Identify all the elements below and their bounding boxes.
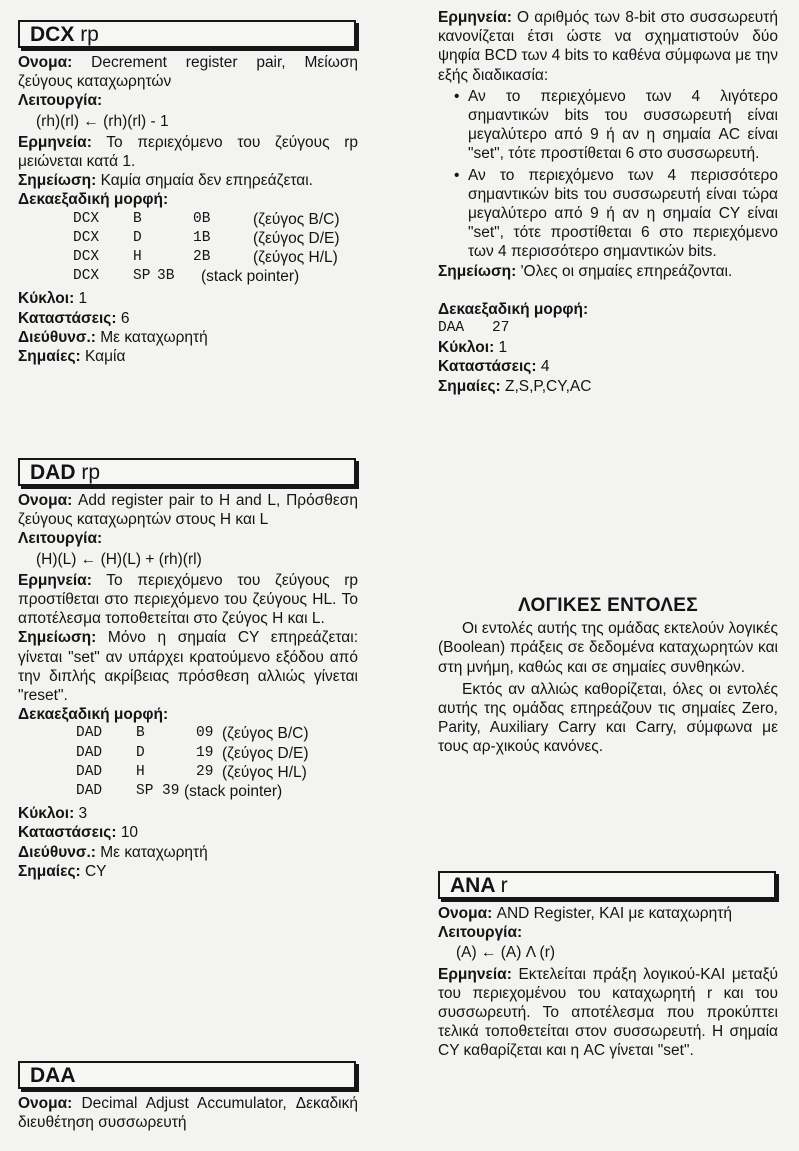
code-row	[73, 267, 358, 286]
code-ins: DAD	[76, 744, 103, 761]
logic-para-2: Εκτός αν αλλιώς καθορίζεται, όλες οι εντολές αυτής της ομάδας επηρεάζουν τις σημαίες Zero, Parity, Auxiliary Carry και Carry, σύμφωνα με τους αρ-χικούς κανόνες.	[438, 680, 778, 756]
dad-hex-label	[18, 705, 358, 724]
dcx-name-text: Decrement register pair, Μείωση ζεύγους καταχωρητών	[18, 54, 359, 91]
dad-name	[18, 491, 358, 529]
dad-note-label: Σημείωση:	[18, 629, 97, 647]
dcx-note-text: Καμία σημαία δεν επηρεάζεται.	[100, 172, 313, 190]
dcx-header	[18, 20, 356, 48]
code-reg: SP	[133, 268, 151, 285]
dad-flags-value: CY	[84, 862, 107, 880]
dcx-name-label: Ονομα:	[18, 54, 73, 71]
logic-heading: ΛΟΓΙΚΕΣ ΕΝΤΟΛΕΣ	[518, 595, 698, 616]
code-reg: D	[133, 229, 142, 246]
ana-header	[438, 871, 776, 899]
dcx-interp	[18, 133, 358, 171]
daa-note	[438, 262, 778, 281]
daa-section-start	[18, 1061, 358, 1132]
code-reg: D	[136, 744, 145, 761]
dad-name-text: Add register pair to H and L, Πρόσθεση ζεύγους καταχωρητών στους H και L	[18, 492, 358, 529]
dad-note	[18, 628, 358, 705]
dad-section	[18, 458, 358, 881]
dcx-addr-value: Με καταχωρητή	[100, 328, 208, 346]
ana-name-text: AND Register, ΚΑΙ με καταχωρητή	[496, 905, 732, 922]
daa-flags-value: Z,S,P,CY,AC	[504, 377, 592, 395]
ana-interp	[438, 965, 778, 1061]
daa-note-label: Σημείωση:	[438, 262, 517, 280]
ana-op-text: (A) ← (A) Λ (r)	[456, 944, 556, 962]
dcx-name	[18, 53, 358, 91]
code-hex: 29	[196, 763, 214, 780]
code-ins: DAD	[76, 725, 103, 742]
daa-bullet-2-text: Αν το περιεχόμενο των 4 περισσότερο σημαντικών bits του συσσωρευτή είναι τώρα μεγαλύτερο από 9 ή αν η σημαία CY είναι "set", τότε προστίθεται 6 στο περιεχόμενο των 4 περισσότερο σημαντικών bits.	[468, 166, 778, 261]
code-ins: DCX	[73, 249, 100, 266]
dad-interp-label: Ερμηνεία:	[18, 571, 92, 589]
dcx-states	[18, 309, 358, 328]
dad-hex-label-text: Δεκαεξαδική μορφή:	[18, 706, 169, 724]
code-hex: 1B	[193, 229, 211, 246]
dad-op-label-text: Λειτουργία:	[18, 530, 103, 548]
code-row	[76, 763, 358, 782]
code-comment: (ζεύγος B/C)	[222, 725, 309, 743]
dad-code-table	[18, 724, 358, 801]
dad-note-text: Μόνο η σημαία CY επηρεάζεται: γίνεται "set" αν υπάρχει κρατούμενο εξόδου από την διπλής ακρίβειας πρόσθεση αλλιώς γίνεται "reset".	[18, 629, 358, 705]
code-ins: DAD	[76, 763, 103, 780]
code-comment: (ζεύγος D/E)	[253, 229, 340, 247]
dad-addr-value: Με καταχωρητή	[100, 843, 208, 861]
dad-flags-label: Σημαίες:	[18, 862, 81, 880]
dcx-hex-label-text: Δεκαεξαδική μορφή:	[18, 191, 169, 209]
dad-flags	[18, 862, 358, 881]
code-hex: 0B	[193, 210, 211, 227]
daa-header	[18, 1061, 356, 1089]
dad-header	[18, 458, 356, 486]
daa-cycles	[438, 338, 778, 357]
ana-interp-label: Ερμηνεία:	[438, 965, 512, 983]
ana-mnemonic: ANA	[450, 874, 495, 897]
dcx-op-label	[18, 91, 358, 110]
daa-bullet-1	[438, 87, 778, 164]
dcx-code-table	[18, 210, 358, 287]
daa-cycles-label: Κύκλοι:	[438, 339, 495, 357]
daa-mnemonic: DAA	[30, 1064, 76, 1087]
daa-cycles-value: 1	[498, 339, 508, 357]
daa-note-text: 'Ολες οι σημαίες επηρεάζονται.	[520, 262, 733, 280]
daa-section-cont	[438, 8, 778, 396]
code-reg: SP	[136, 783, 154, 800]
code-comment: (ζεύγος D/E)	[222, 744, 309, 762]
logic-para-1: Οι εντολές αυτής της ομάδας εκτελούν λογικές (Boolean) πράξεις σε δεδομένα καταχωρητών και στη μνήμη, καθώς και σε σημαίες συνθηκών.	[438, 620, 778, 676]
code-reg: H	[133, 249, 142, 266]
code-comment: (stack pointer)	[201, 268, 300, 286]
daa-states	[438, 357, 778, 376]
code-ins: DAA	[438, 320, 465, 337]
ana-op-label	[438, 923, 778, 942]
code-row	[73, 229, 358, 248]
daa-flags-label: Σημαίες:	[438, 377, 501, 395]
dad-cycles-value: 3	[78, 805, 88, 823]
dcx-operand: rp	[80, 23, 99, 46]
dad-states-value: 10	[120, 824, 139, 842]
code-row	[76, 782, 358, 801]
dad-states-label: Καταστάσεις:	[18, 824, 117, 842]
dcx-flags	[18, 347, 358, 366]
code-reg: B	[133, 210, 142, 227]
code-ins: DCX	[73, 210, 100, 227]
daa-flags	[438, 377, 778, 396]
code-ins: DCX	[73, 268, 100, 285]
daa-hex-label-text: Δεκαεξαδική μορφή:	[438, 300, 589, 318]
bullet-icon: •	[454, 87, 460, 105]
code-hex: 19	[196, 744, 214, 761]
daa-name-text: Decimal Adjust Accumulator, Δεκαδική διευθέτηση συσσωρευτή	[18, 1095, 358, 1132]
daa-name-label: Ονομα:	[18, 1095, 73, 1112]
dcx-flags-label: Σημαίες:	[18, 348, 81, 366]
dad-interp	[18, 571, 358, 629]
code-row	[73, 248, 358, 267]
dad-addr-label: Διεύθυνσ.:	[18, 843, 96, 861]
dcx-interp-text: Το περιεχόμενο του ζεύγους rp μειώνεται κατά 1.	[18, 133, 358, 171]
dcx-addr-label: Διεύθυνσ.:	[18, 328, 96, 346]
dcx-states-label: Καταστάσεις:	[18, 309, 117, 327]
code-hex: 09	[196, 725, 214, 742]
dcx-op-text: (rh)(rl) ← (rh)(rl) - 1	[36, 112, 169, 130]
code-row	[73, 210, 358, 229]
dad-op-label	[18, 529, 358, 548]
dad-mnemonic: DAD	[30, 461, 76, 484]
daa-code-row	[438, 319, 778, 338]
logic-section	[438, 596, 778, 757]
ana-interp-text: Εκτελείται πράξη λογικού-ΚΑΙ μεταξύ του περιεχομένου του καταχωρητή r και του συσσωρευτή. Το αποτέλεσμα που προκύπτει τελικά τοποθετείται στον συσσωρευτή. Η σημαία CY καθαρίζεται και η AC γίνεται "set".	[438, 965, 778, 1060]
code-reg: B	[136, 725, 145, 742]
daa-bullet-1-text: Αν το περιεχόμενο των 4 λιγότερο σημαντικών bits του συσσωρευτή είναι μεγαλύτερο από 9 ή αν η σημαία AC είναι "set", τότε προστίθεται 6 στο συσσωρευτή.	[468, 87, 778, 163]
dad-name-label: Ονομα:	[18, 492, 73, 509]
code-ins: DCX	[73, 229, 100, 246]
dad-cycles	[18, 804, 358, 823]
daa-interp-text: Ο αριθμός των 8-bit στο συσσωρευτή κανονίζεται έτσι ώστε να σχηματιστούν δύο ψηφία BCD των 4 bits το καθένα σύμφωνα με την εξής διαδικασία:	[438, 9, 778, 84]
dad-addr	[18, 843, 358, 862]
code-reg: H	[136, 763, 145, 780]
dcx-cycles-label: Κύκλοι:	[18, 290, 75, 308]
dcx-cycles-value: 1	[78, 290, 88, 308]
code-comment: (stack pointer)	[184, 783, 283, 801]
dad-op-text: (H)(L) ← (H)(L) + (rh)(rl)	[36, 550, 202, 568]
dcx-note-label: Σημείωση:	[18, 172, 97, 190]
dcx-op-label-text: Λειτουργία:	[18, 92, 103, 110]
ana-op-label-text: Λειτουργία:	[438, 924, 523, 942]
dcx-interp-label: Ερμηνεία:	[18, 133, 92, 151]
daa-interp-label: Ερμηνεία:	[438, 9, 512, 26]
daa-interp	[438, 8, 778, 85]
daa-hex-label	[438, 300, 778, 319]
dcx-addr	[18, 328, 358, 347]
bullet-icon: •	[454, 166, 460, 184]
code-ins: DAD	[76, 783, 103, 800]
dcx-hex-label	[18, 190, 358, 209]
code-hex: 39	[162, 783, 180, 800]
dad-interp-text: Το περιεχόμενο του ζεύγους rp προστίθεται στο περιεχόμενο του ζεύγους HL. Το αποτέλεσμα τοποθετείται στο ζεύγος H και L.	[18, 571, 358, 628]
daa-states-value: 4	[540, 358, 550, 376]
ana-name-label: Ονομα:	[438, 905, 493, 922]
code-hex: 3B	[157, 268, 175, 285]
dad-operand: rp	[81, 461, 101, 484]
dcx-mnemonic: DCX	[30, 23, 75, 46]
code-comment: (ζεύγος H/L)	[253, 249, 338, 267]
ana-name	[438, 904, 778, 923]
daa-name	[18, 1094, 358, 1132]
code-row	[76, 724, 358, 743]
daa-bullet-2	[438, 166, 778, 262]
dcx-note	[18, 171, 358, 190]
code-hex: 27	[492, 320, 510, 337]
dcx-cycles	[18, 289, 358, 308]
code-row	[76, 744, 358, 763]
dcx-section	[18, 20, 358, 366]
code-comment: (ζεύγος B/C)	[253, 210, 340, 228]
code-hex: 2B	[193, 249, 211, 266]
dcx-flags-value: Καμία	[84, 348, 126, 366]
code-comment: (ζεύγος H/L)	[222, 763, 307, 781]
ana-section	[438, 871, 778, 1061]
dad-cycles-label: Κύκλοι:	[18, 805, 75, 823]
dad-states	[18, 823, 358, 842]
ana-operand: r	[500, 874, 508, 897]
dcx-states-value: 6	[120, 309, 130, 327]
daa-states-label: Καταστάσεις:	[438, 358, 537, 376]
